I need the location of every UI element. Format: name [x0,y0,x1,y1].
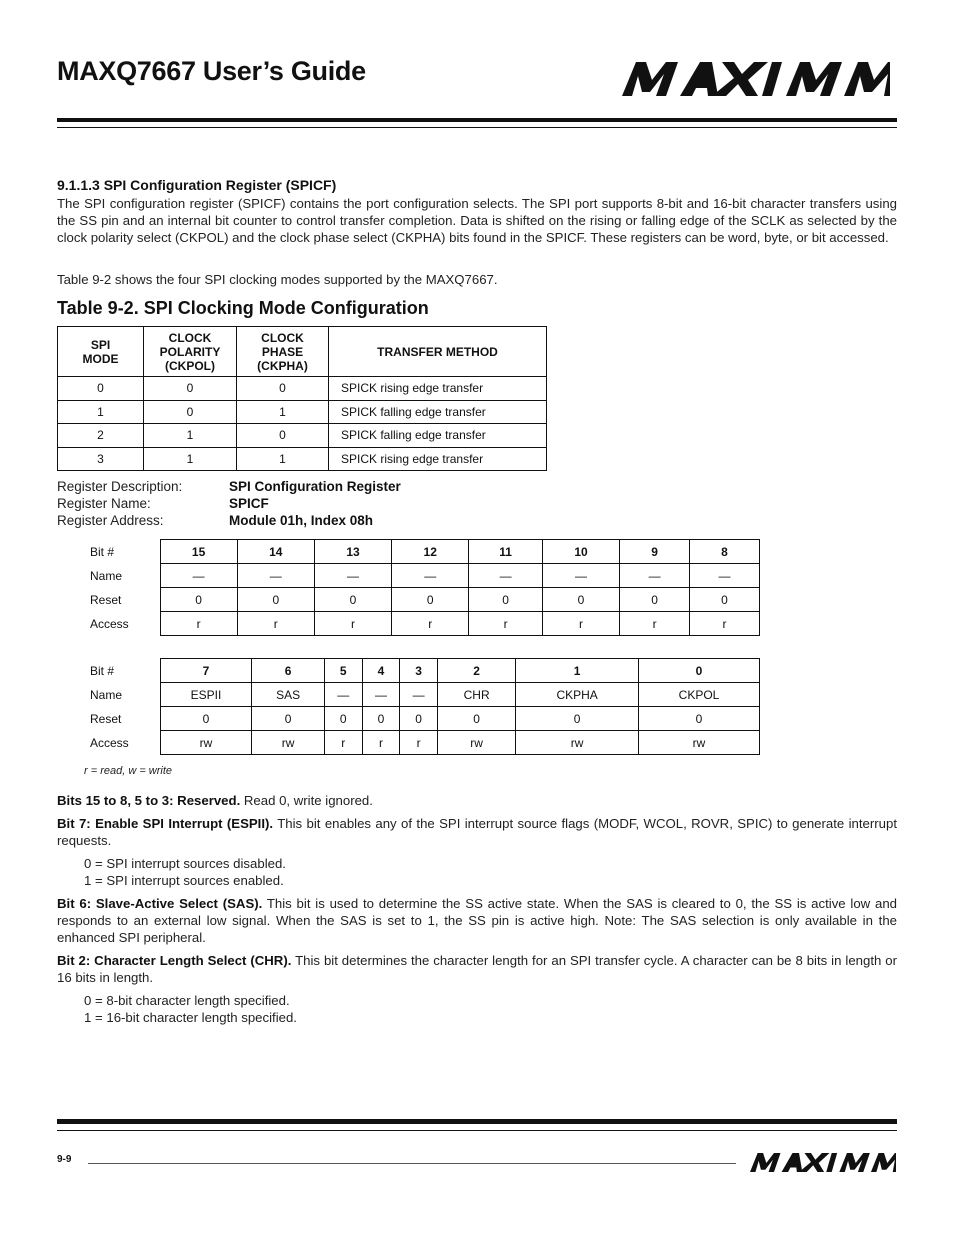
bit-description-espii [57,815,897,849]
bit-name-cell: — [237,564,314,588]
bit-access-cell: r [400,731,438,755]
bit-cell: 8 [690,540,760,564]
bit-access-cell: rw [437,731,515,755]
bit-cell: 4 [362,659,400,683]
row-label: Access [90,735,129,750]
bit-reset-row [86,588,760,612]
bit-name-cell: CKPHA [516,683,639,707]
bit-option: 1 = 16-bit character length specified. [84,1010,297,1025]
bit-name-cell: — [392,564,469,588]
bit-name-cell: CHR [437,683,515,707]
bit-cell: 3 [400,659,438,683]
bit-description-title: Bit 6: Slave-Active Select (SAS). [57,896,263,911]
maxim-logo [750,1153,896,1172]
bit-reset-cell: 0 [160,707,252,731]
bit-name-cell: ESPII [160,683,252,707]
table-reference-paragraph: Table 9-2 shows the four SPI clocking modes supported by the MAXQ7667. [57,272,498,287]
bit-name-row [86,564,760,588]
bit-description-title: Bit 7: Enable SPI Interrupt (ESPII). [57,816,274,831]
bit-cell: 6 [252,659,325,683]
table-cell: SPICK falling edge transfer [329,424,547,448]
bit-access-cell: r [324,731,362,755]
bit-name-cell: — [542,564,619,588]
bit-name-cell: — [324,683,362,707]
row-label: Bit # [90,544,115,559]
maxim-logo [622,62,890,96]
row-label: Access [90,616,129,631]
bit-name-cell: — [400,683,438,707]
bit-number-row [86,659,760,683]
bit-access-cell: rw [160,731,252,755]
column-header: TRANSFER METHOD [329,327,547,377]
section-heading: 9.1.1.3 SPI Configuration Register (SPICF) [57,177,337,193]
bit-cell: 7 [160,659,252,683]
table-cell: 0 [144,400,237,424]
bit-description-text: Read 0, write ignored. [240,793,373,808]
bit-reset-cell: 0 [437,707,515,731]
bit-access-cell: r [469,612,543,636]
bit-name-cell: — [160,564,237,588]
table-cell: SPICK rising edge transfer [329,377,547,401]
bit-cell: 2 [437,659,515,683]
register-description-label: Register Description: [57,479,183,494]
bit-access-cell: r [160,612,237,636]
table-row [58,377,547,401]
bit-reset-cell: 0 [469,588,543,612]
register-info [57,478,401,529]
footer-rule-thin [57,1130,897,1131]
bit-reset-cell: 0 [620,588,690,612]
bit-reset-cell: 0 [400,707,438,731]
bit-reset-cell: 0 [690,588,760,612]
table-cell: 2 [58,424,144,448]
bit-cell: 9 [620,540,690,564]
spi-clocking-mode-table [57,326,547,471]
column-header: CLOCK POLARITY (CKPOL) [144,327,237,377]
bit-cell: 14 [237,540,314,564]
register-description-value: SPI Configuration Register [229,479,401,494]
bit-access-cell: r [362,731,400,755]
table-cell: SPICK falling edge transfer [329,400,547,424]
bit-name-cell: SAS [252,683,325,707]
table-cell: 0 [58,377,144,401]
footer-divider [88,1163,736,1164]
table-cell: 0 [144,377,237,401]
bit-reset-cell: 0 [324,707,362,731]
bit-reset-cell: 0 [314,588,391,612]
row-label: Name [90,687,123,702]
page-title: MAXQ7667 User’s Guide [57,56,366,86]
bit-description-text: This bit enables any of the SPI interrupt source flags (MODF, WCOL, ROVR, SPIC) to generate interrupt requests. [57,816,897,848]
bit-access-cell: r [237,612,314,636]
bit-access-cell: r [690,612,760,636]
row-label: Reset [90,592,122,607]
bit-name-cell: — [362,683,400,707]
bit-cell: 13 [314,540,391,564]
register-name-value: SPICF [229,496,269,511]
bit-reset-cell: 0 [160,588,237,612]
bit-cell: 10 [542,540,619,564]
bit-option: 0 = SPI interrupt sources disabled. [84,856,286,871]
header-rule-thin [57,127,897,128]
table-row [58,447,547,471]
bit-access-row [86,612,760,636]
bit-reset-cell: 0 [237,588,314,612]
header-rule-thick [57,118,897,122]
bit-access-cell: r [314,612,391,636]
register-address-label: Register Address: [57,513,164,528]
bit-reset-cell: 0 [542,588,619,612]
bit-access-row [86,731,760,755]
bit-name-cell: — [314,564,391,588]
table-cell: 0 [237,377,329,401]
register-bit-table-low [86,658,760,755]
bit-description-reserved [57,792,897,809]
bit-number-row [86,540,760,564]
page-number: 9-9 [57,1154,72,1165]
bit-access-cell: r [620,612,690,636]
footer-rule-thick [57,1119,897,1124]
bit-reset-cell: 0 [252,707,325,731]
bit-name-cell: CKPOL [639,683,760,707]
bit-cell: 11 [469,540,543,564]
bit-access-cell: rw [252,731,325,755]
bit-name-cell: — [469,564,543,588]
table-cell: 3 [58,447,144,471]
table-cell: 0 [237,424,329,448]
table-cell: 1 [144,424,237,448]
bit-cell: 5 [324,659,362,683]
bit-reset-cell: 0 [639,707,760,731]
bit-cell: 1 [516,659,639,683]
column-header: CLOCK PHASE (CKPHA) [237,327,329,377]
bit-option: 0 = 8-bit character length specified. [84,993,290,1008]
bit-name-row [86,683,760,707]
bit-reset-row [86,707,760,731]
bit-description-chr [57,952,897,986]
bit-name-cell: — [690,564,760,588]
bit-option: 1 = SPI interrupt sources enabled. [84,873,284,888]
bit-description-title: Bits 15 to 8, 5 to 3: Reserved. [57,793,241,808]
bit-reset-cell: 0 [362,707,400,731]
table-title: Table 9-2. SPI Clocking Mode Configuration [57,298,429,318]
table-cell: 1 [237,400,329,424]
row-label: Name [90,568,123,583]
bit-description-sas [57,895,897,946]
table-cell: 1 [58,400,144,424]
bit-cell: 15 [160,540,237,564]
bit-cell: 12 [392,540,469,564]
bit-description-text: This bit is used to determine the SS active state. When the SAS is cleared to 0, the SS is active low and responds to an external low signal. When the SAS is set to 1, the SS pin is active high. Note: The SAS selection is only available in the enhanced SPI peripheral. [57,896,897,945]
bit-cell: 0 [639,659,760,683]
table-cell: SPICK rising edge transfer [329,447,547,471]
column-header: SPI MODE [58,327,144,377]
table-cell: 1 [144,447,237,471]
row-label: Bit # [90,663,115,678]
bit-name-cell: — [620,564,690,588]
register-bit-table-high [86,539,760,636]
bit-description-title: Bit 2: Character Length Select (CHR). [57,953,292,968]
table-row [58,424,547,448]
bit-reset-cell: 0 [516,707,639,731]
table-row [58,400,547,424]
row-label: Reset [90,711,122,726]
bit-access-cell: rw [516,731,639,755]
intro-paragraph: The SPI configuration register (SPICF) contains the port configuration selects. The SPI port supports 8-bit and 16-bit character transfers using the SS pin and an internal bit counter to control transfer completion. Data is shifted on the rising or falling edge of the SCLK as selected by the clock polarity select (CKPOL) and the clock phase select (CKPHA) bits found in the SPICF. These registers can be word, byte, or bit accessed. [57,196,897,245]
register-address-value: Module 01h, Index 08h [229,513,374,528]
register-name-label: Register Name: [57,496,151,511]
bit-access-cell: r [392,612,469,636]
bit-description-text: This bit determines the character length for an SPI transfer cycle. A character can be 8 bits in length or 16 bits in length. [57,953,897,985]
bit-access-cell: rw [639,731,760,755]
bit-access-cell: r [542,612,619,636]
access-legend: r = read, w = write [84,765,173,777]
bit-reset-cell: 0 [392,588,469,612]
table-cell: 1 [237,447,329,471]
